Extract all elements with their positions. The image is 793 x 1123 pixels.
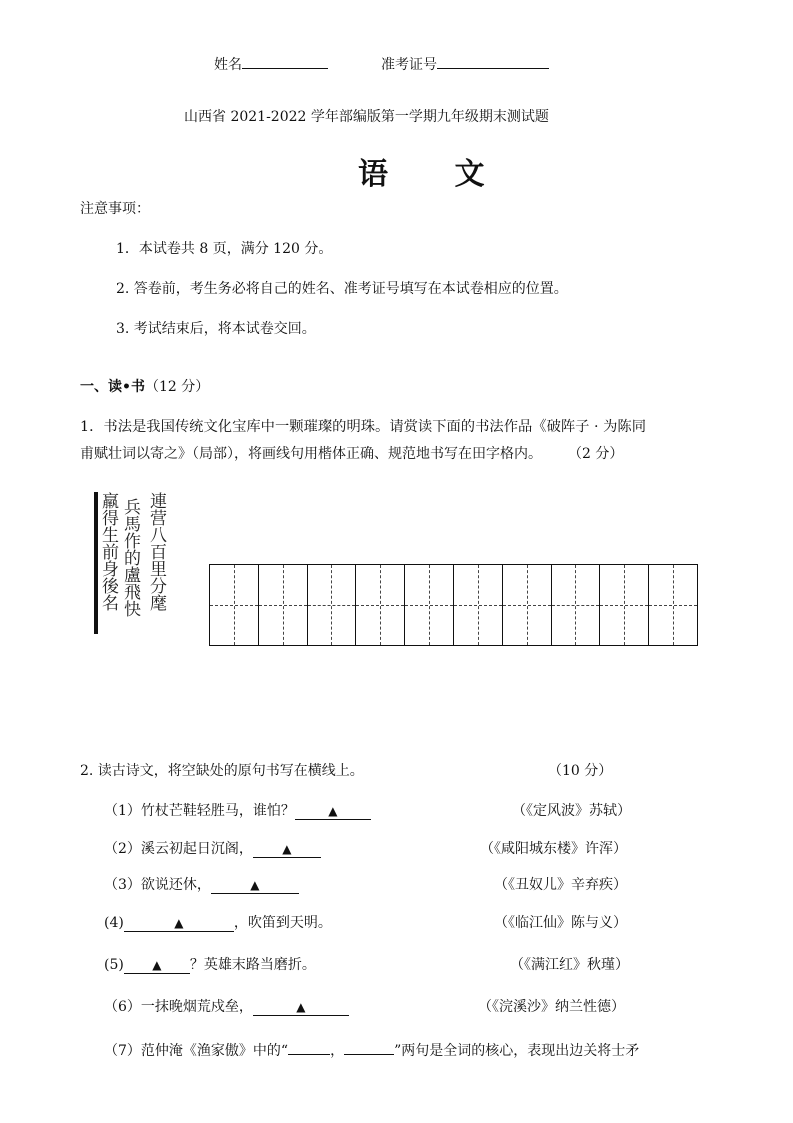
q2-item-7 [104,1040,639,1060]
item-text: （7）范仲淹《渔家傲》中的“ [104,1043,289,1059]
answer-blank[interactable] [344,1040,394,1055]
q2-item-2 [104,838,321,858]
name-field [214,54,328,74]
q2-item-2-source: （《咸阳城东楼》许浑） [480,841,627,857]
section-title: 一、读•书 [80,379,145,395]
item-text: （2）溪云初起日沉阁， [104,841,253,857]
calligraphy-image [94,490,176,636]
item-text: (5) [104,957,124,973]
item-text: (4) [104,915,124,931]
grid-cell[interactable] [600,565,649,645]
notice-heading: 注意事项： [80,201,150,217]
item-text: ， [330,1043,345,1059]
exam-title: 语 文 [358,157,513,192]
item-text: ”两句是全词的核心，表现出边关将士矛 [394,1043,640,1059]
grid-cell[interactable] [210,565,259,645]
item-text: ？英雄末路当磨折。 [189,957,316,973]
item-text: ，吹笛到天明。 [233,915,332,931]
name-blank[interactable] [242,54,328,69]
q1-text-line1: 1．书法是我国传统文化宝库中一颗璀璨的明珠。请赏读下面的书法作品《破阵子 · 为陈同 [80,419,647,435]
grid-cell[interactable] [503,565,552,645]
q2-item-4 [104,912,332,932]
answer-blank[interactable] [288,1040,330,1055]
item-text: （6）一抹晚烟荒戍垒， [104,999,253,1015]
q2-item-4-source: （《临江仙》陈与义） [494,915,627,931]
q2-item-1-source: （《定风波》苏轼） [512,803,631,819]
grid-cell[interactable] [356,565,405,645]
grid-cell[interactable] [552,565,601,645]
q1-text-line2-body: 甫赋壮词以寄之》（局部），将画线句用楷体正确、规范地书写在田字格内。 [80,446,542,462]
answer-blank[interactable] [295,803,371,820]
q2-item-1 [104,800,371,820]
answer-blank[interactable] [124,957,190,974]
answer-blank[interactable] [211,877,299,894]
grid-cell[interactable] [649,565,697,645]
exam-subtitle: 山西省 2021-2022 学年部编版第一学期九年级期末测试题 [184,109,549,125]
notice-item: 3. 考试结束后，将本试卷交回。 [116,321,316,337]
tianzige-grid[interactable] [209,564,698,646]
calligraphy-column: 連营八百里分麾 [146,492,166,611]
q1-score: （2 分） [568,446,624,462]
triangle-icon: ▲ [152,958,162,972]
calligraphy-column: 羸得生前身後名 [98,492,118,611]
exam-id-field [381,54,549,74]
q2-item-6-source: （《浣溪沙》纳兰性德） [478,999,625,1015]
calligraphy-column: 兵馬作的盧飛快 [120,498,140,617]
q2-score: （10 分） [548,763,613,779]
grid-cell[interactable] [454,565,503,645]
notice-item: 1．本试卷共 8 页，满分 120 分。 [116,241,333,257]
answer-blank[interactable] [124,915,234,932]
section-score: （12 分） [144,379,210,395]
section-heading [80,376,209,396]
grid-cell[interactable] [308,565,357,645]
q2-item-3 [104,874,299,894]
q2-item-5-source: （《满江红》秋瑾） [510,957,629,973]
notice-item: 2. 答卷前，考生务必将自己的姓名、准考证号填写在本试卷相应的位置。 [116,281,568,297]
triangle-icon: ▲ [174,916,184,930]
name-label: 姓名 [214,57,242,73]
exam-id-label: 准考证号 [381,57,437,73]
item-text: （3）欲说还休， [104,877,211,893]
answer-blank[interactable] [253,999,349,1016]
q2-item-3-source: （《丑奴儿》辛弃疾） [494,877,627,893]
grid-cell[interactable] [259,565,308,645]
exam-id-blank[interactable] [437,54,549,69]
grid-cell[interactable] [405,565,454,645]
triangle-icon: ▲ [296,1000,306,1014]
answer-blank[interactable] [253,841,321,858]
q2-item-6 [104,996,349,1016]
triangle-icon: ▲ [328,804,338,818]
triangle-icon: ▲ [250,878,260,892]
triangle-icon: ▲ [282,842,292,856]
q1-text-line2 [80,443,623,463]
q2-intro: 2. 读古诗文，将空缺处的原句书写在横线上。 [80,763,364,779]
q2-item-5 [104,954,316,974]
item-text: （1）竹杖芒鞋轻胜马，谁怕？ [104,803,295,819]
